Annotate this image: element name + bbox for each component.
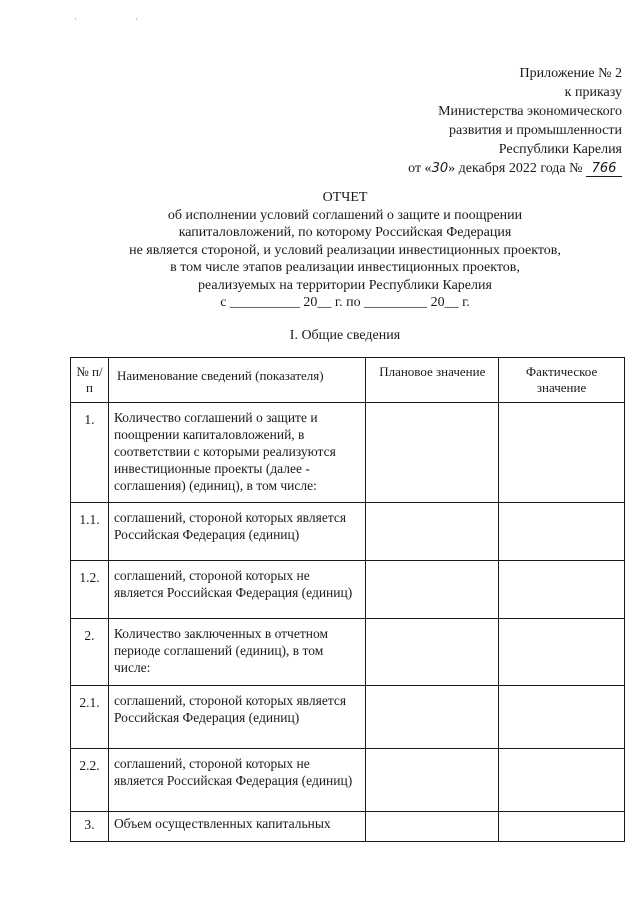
date-rest: » декабря 2022 года № bbox=[448, 161, 583, 176]
header-planned: Плановое значение bbox=[366, 358, 499, 403]
date-day: 30 bbox=[431, 161, 449, 176]
row-num: 2.2. bbox=[71, 749, 109, 812]
report-title: ОТЧЕТ bbox=[322, 190, 368, 205]
row-name: соглашений, стороной которых является Российская Федерация (единиц) bbox=[108, 686, 365, 749]
row-name: соглашений, стороной которых не является Российская Федерация (единиц) bbox=[108, 561, 365, 619]
appendix-line: к приказу bbox=[564, 85, 622, 100]
actual-cell[interactable] bbox=[499, 619, 625, 686]
report-title-line: капиталовложений, по которому Российская Федерация bbox=[178, 225, 512, 240]
table-row bbox=[71, 812, 625, 842]
row-num: 2.1. bbox=[71, 686, 109, 749]
general-info-table bbox=[70, 357, 625, 842]
table-row bbox=[71, 503, 625, 561]
actual-cell[interactable] bbox=[499, 686, 625, 749]
planned-cell[interactable] bbox=[366, 561, 499, 619]
table-row bbox=[71, 403, 625, 503]
planned-cell[interactable] bbox=[366, 686, 499, 749]
row-name: соглашений, стороной которых является Российская Федерация (единиц) bbox=[108, 503, 365, 561]
appendix-line: Республики Карелия bbox=[498, 142, 622, 157]
report-title-line: об исполнении условий соглашений о защите и поощрении bbox=[167, 207, 523, 223]
planned-cell[interactable] bbox=[366, 619, 499, 686]
report-period: с __________ 20__ г. по _________ 20__ г. bbox=[220, 295, 470, 310]
table-row bbox=[71, 561, 625, 619]
table-header-row bbox=[71, 358, 625, 403]
section-heading: I. Общие сведения bbox=[289, 328, 401, 343]
planned-cell[interactable] bbox=[366, 749, 499, 812]
row-num: 1. bbox=[71, 403, 109, 503]
row-num: 2. bbox=[71, 619, 109, 686]
report-title-line: реализуемых на территории Республики Карелия bbox=[198, 277, 492, 293]
scan-specks: · · bbox=[74, 14, 167, 24]
actual-cell[interactable] bbox=[499, 503, 625, 561]
actual-cell[interactable] bbox=[499, 812, 625, 842]
actual-cell[interactable] bbox=[499, 561, 625, 619]
row-num: 1.2. bbox=[71, 561, 109, 619]
header-num: № п/п bbox=[71, 358, 109, 403]
report-title-block bbox=[70, 189, 620, 312]
row-name: Объем осуществленных капитальных bbox=[108, 812, 365, 842]
planned-cell[interactable] bbox=[366, 503, 499, 561]
appendix-block bbox=[322, 64, 622, 178]
report-title-line: не является стороной, и условий реализации инвестиционных проектов, bbox=[129, 242, 561, 258]
table-row bbox=[71, 686, 625, 749]
row-num: 1.1. bbox=[71, 503, 109, 561]
header-actual: Фактическое значение bbox=[499, 358, 625, 403]
order-date-line bbox=[322, 159, 622, 178]
row-name: Количество соглашений о защите и поощрении капиталовложений, в соответствии с которыми реализуются инвестиционные проекты (далее - соглашения) (единиц), в том числе: bbox=[108, 403, 365, 503]
planned-cell[interactable] bbox=[366, 812, 499, 842]
report-title-line: в том числе этапов реализации инвестиционных проектов, bbox=[170, 260, 520, 275]
appendix-line: Министерства экономического bbox=[438, 104, 622, 119]
header-name: Наименование сведений (показателя) bbox=[108, 358, 365, 403]
table-row bbox=[71, 749, 625, 812]
row-name: Количество заключенных в отчетном периоде соглашений (единиц), в том числе: bbox=[108, 619, 365, 686]
actual-cell[interactable] bbox=[499, 749, 625, 812]
date-prefix: от « bbox=[408, 161, 432, 176]
table-row bbox=[71, 619, 625, 686]
actual-cell[interactable] bbox=[499, 403, 625, 503]
row-name: соглашений, стороной которых не является Российская Федерация (единиц) bbox=[108, 749, 365, 812]
order-number: 766 bbox=[591, 161, 617, 176]
row-num: 3. bbox=[71, 812, 109, 842]
planned-cell[interactable] bbox=[366, 403, 499, 503]
appendix-line: развития и промышленности bbox=[448, 123, 622, 138]
appendix-line: Приложение № 2 bbox=[519, 66, 622, 81]
